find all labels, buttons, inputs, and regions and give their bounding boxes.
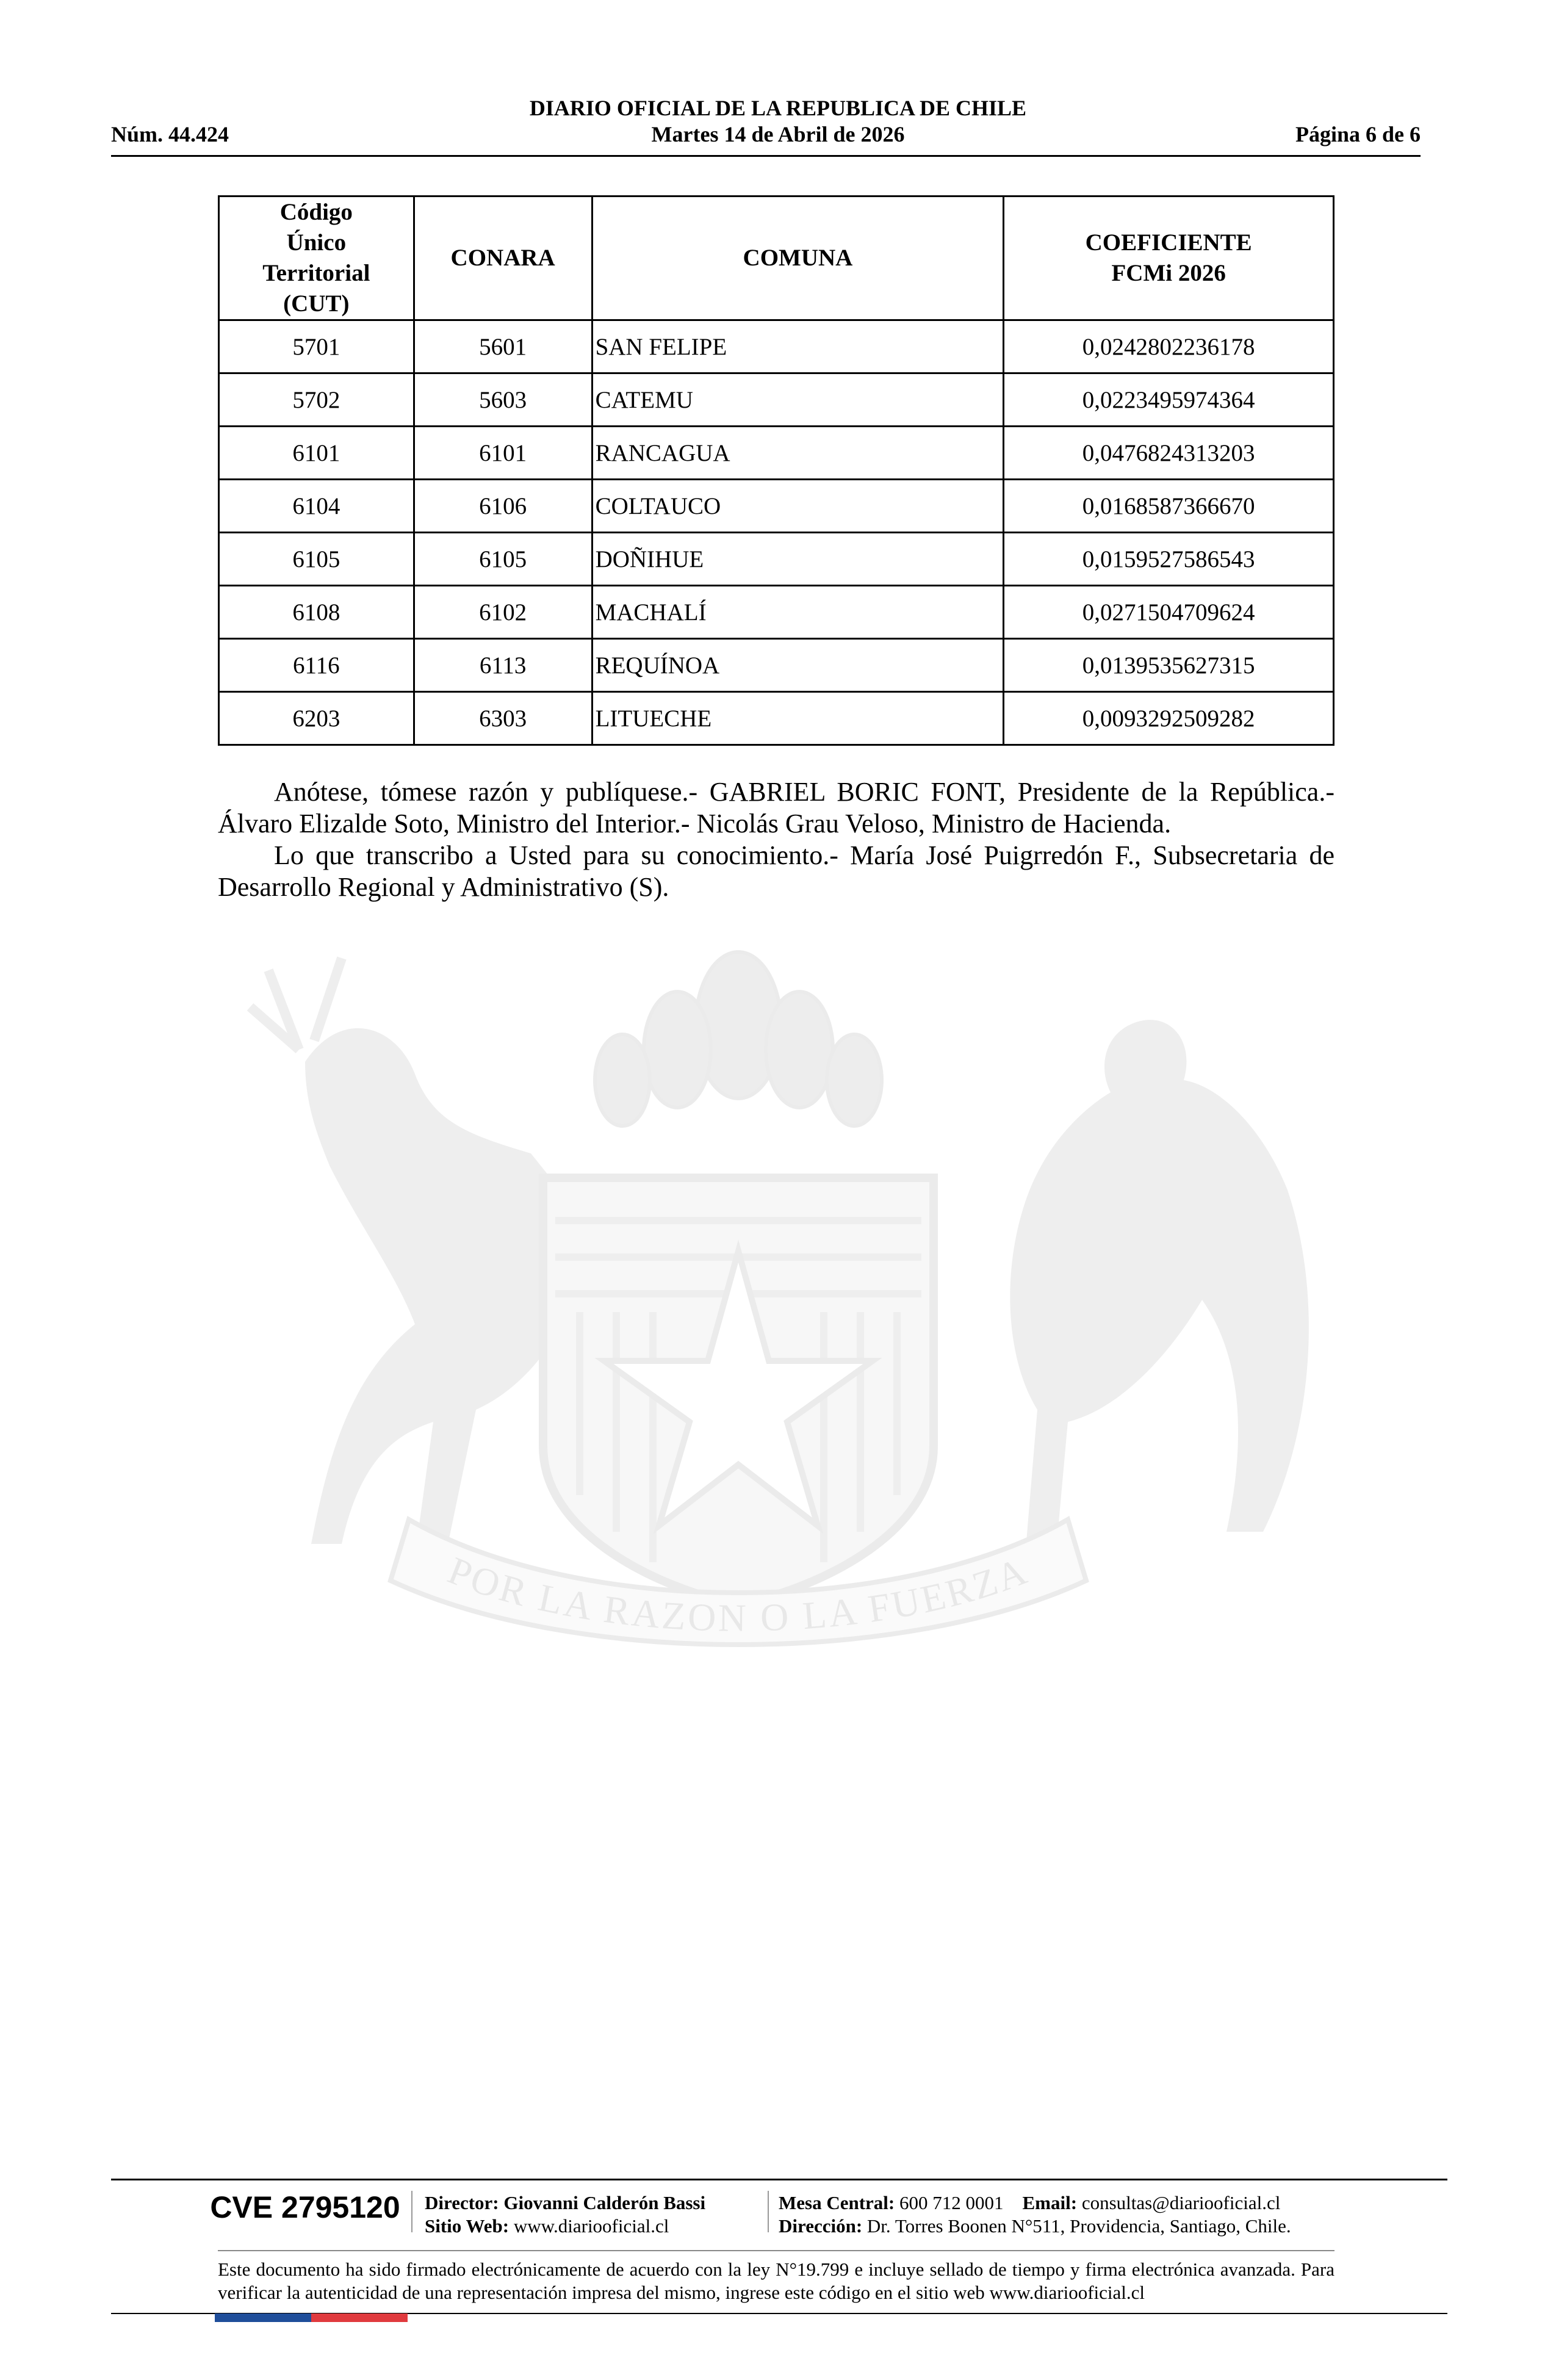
comuna-cell: CATEMU: [592, 373, 1004, 427]
coefficient-column-header: COEFICIENTE FCMi 2026: [1004, 197, 1334, 320]
conara-cell: 5601: [414, 320, 592, 373]
coefficient-cell: 0,0242802236178: [1004, 320, 1334, 373]
conara-cell: 6113: [414, 639, 592, 692]
issue-number: Núm. 44.424: [111, 122, 229, 146]
cut-cell: 6105: [219, 533, 414, 586]
comuna-cell: LITUECHE: [592, 692, 1004, 745]
coefficient-cell: 0,0476824313203: [1004, 427, 1334, 480]
cut-cell: 5702: [219, 373, 414, 427]
cut-cell: 5701: [219, 320, 414, 373]
cut-cell: 6116: [219, 639, 414, 692]
cut-cell: 6203: [219, 692, 414, 745]
coefficient-cell: 0,0168587366670: [1004, 480, 1334, 533]
footer-divider: [768, 2191, 769, 2232]
flag-stripe-red: [311, 2313, 408, 2322]
coefficient-cell: 0,0223495974364: [1004, 373, 1334, 427]
comuna-cell: RANCAGUA: [592, 427, 1004, 480]
conara-cell: 6101: [414, 427, 592, 480]
table-row: [219, 692, 1334, 745]
shield-icon: [543, 1178, 934, 1605]
address-value: Dr. Torres Boonen N°511, Providencia, Santiago, Chile.: [866, 2215, 1291, 2237]
comuna-cell: COLTAUCO: [592, 480, 1004, 533]
cut-cell: 6108: [219, 586, 414, 639]
table-row: [219, 639, 1334, 692]
footer-divider: [411, 2191, 412, 2232]
table-row: [219, 533, 1334, 586]
phone-value: 600 712 0001: [899, 2192, 1004, 2213]
conara-cell: 6102: [414, 586, 592, 639]
footer-editorial-info: [425, 2191, 705, 2238]
conara-cell: 6105: [414, 533, 592, 586]
fcm-coefficient-table: [218, 195, 1334, 746]
website-label: Sitio Web:: [425, 2215, 510, 2237]
email-label: Email:: [1022, 2192, 1078, 2213]
cut-column-header: Código Único Territorial (CUT): [219, 197, 414, 320]
footer-contact-info: [779, 2191, 1291, 2238]
crest-plumes-icon: [595, 952, 882, 1126]
cve-code: CVE 2795120: [210, 2190, 400, 2224]
address-label: Dirección:: [779, 2215, 863, 2237]
coefficient-cell: 0,0159527586543: [1004, 533, 1334, 586]
footer-separator: [218, 2250, 1334, 2251]
cut-cell: 6104: [219, 480, 414, 533]
coefficient-cell: 0,0271504709624: [1004, 586, 1334, 639]
table-row: [219, 373, 1334, 427]
coat-of-arms-icon: [214, 934, 1342, 1684]
transcription-paragraph: Lo que transcribo a Usted para su conocimiento.- María José Puigrredón F., Subsecretaria de Desarrollo Regional y Administrativo (S).: [218, 840, 1334, 902]
table-row: [219, 586, 1334, 639]
header-rule: [111, 155, 1421, 157]
conara-column-header: CONARA: [414, 197, 592, 320]
flag-stripe-blue: [215, 2313, 311, 2322]
table-row: [219, 320, 1334, 373]
website-link[interactable]: www.diariooficial.cl: [513, 2215, 669, 2237]
coefficient-cell: 0,0093292509282: [1004, 692, 1334, 745]
page-number: Página 6 de 6: [1295, 122, 1421, 146]
comuna-cell: REQUÍNOA: [592, 639, 1004, 692]
table-row: [219, 480, 1334, 533]
cut-cell: 6101: [219, 427, 414, 480]
footer-rule: [111, 2179, 1447, 2180]
director-name: Giovanni Calderón Bassi: [503, 2192, 706, 2213]
table-header-row: [219, 197, 1334, 320]
gazette-title: DIARIO OFICIAL DE LA REPUBLICA DE CHILE: [529, 96, 1027, 120]
condor-icon: [1010, 1020, 1309, 1556]
issue-date: Martes 14 de Abril de 2026: [651, 122, 905, 146]
comuna-cell: MACHALÍ: [592, 586, 1004, 639]
conara-cell: 5603: [414, 373, 592, 427]
table-row: [219, 427, 1334, 480]
email-link[interactable]: consultas@diariooficial.cl: [1081, 2192, 1281, 2213]
huemul-icon: [250, 958, 582, 1556]
decree-closing-text: [218, 776, 1334, 903]
comuna-cell: DOÑIHUE: [592, 533, 1004, 586]
coefficient-cell: 0,0139535627315: [1004, 639, 1334, 692]
crest-motto: POR LA RAZON O LA FUERZA: [442, 1548, 1034, 1640]
signature-notice: Este documento ha sido firmado electrónicamente de acuerdo con la ley N°19.799 e incluye sellado de tiempo y firma electrónica avanzada. Para verificar la autenticidad de una representación impresa del mismo, ingrese este código en el sitio web www.diariooficial.cl: [218, 2259, 1334, 2303]
comuna-column-header: COMUNA: [592, 197, 1004, 320]
phone-label: Mesa Central:: [779, 2192, 895, 2213]
director-label: Director:: [425, 2192, 499, 2213]
comuna-cell: SAN FELIPE: [592, 320, 1004, 373]
conara-cell: 6106: [414, 480, 592, 533]
conara-cell: 6303: [414, 692, 592, 745]
signatures-paragraph: Anótese, tómese razón y publíquese.- GABRIEL BORIC FONT, Presidente de la República.- Álvaro Elizalde Soto, Ministro del Interior.- Nicolás Grau Veloso, Ministro de Hacienda.: [218, 777, 1334, 838]
